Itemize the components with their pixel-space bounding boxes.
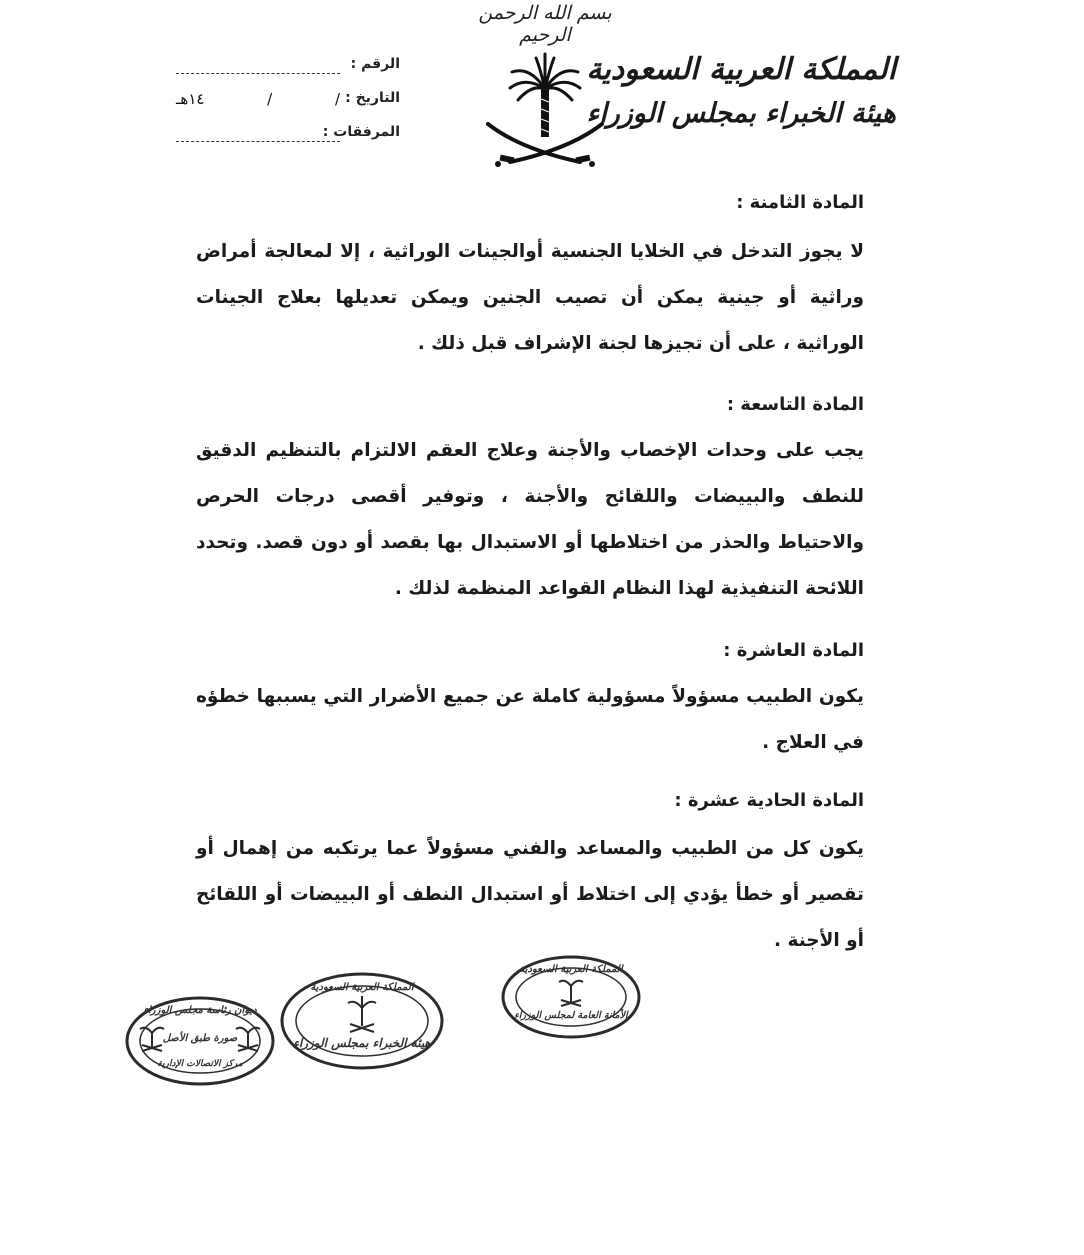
stamp-council-secretariat	[500, 954, 642, 1040]
reference-field	[176, 56, 400, 82]
article-11-body: يكون كل من الطبيب والمساعد والفني مسؤولاً عما يرتكبه من إهمال أو تقصير أو خطأ يؤدي إلى اختلاط أو استبدال النطف أو البييضات أو اللقائح أو الأجنة .	[196, 838, 864, 951]
article-9-heading: المادة التاسعة :	[726, 394, 864, 415]
stamp-experts-authority	[278, 970, 446, 1072]
stamp-right-outer: المملكة العربية السعودية	[519, 964, 623, 975]
reference-label: الرقم :	[350, 56, 400, 72]
date-label: التاريخ :	[345, 90, 400, 106]
date-field	[176, 90, 400, 116]
reference-line	[176, 73, 340, 74]
stamp-left-inner: صورة طبق الأصل	[162, 1033, 238, 1044]
attachments-field	[176, 124, 400, 150]
attachments-label: المرفقات :	[322, 124, 400, 140]
date-value: / / ١٤هـ	[176, 90, 340, 108]
stamp-right-bottom: الأمانة العامة لمجلس الوزراء	[514, 1010, 628, 1021]
article-10-body: يكون الطبيب مسؤولاً مسؤولية كاملة عن جميع الأضرار التي يسببها خطؤه في العلاج .	[196, 686, 864, 753]
stamp-middle-bottom: هيئة الخبراء بمجلس الوزراء	[293, 1036, 431, 1050]
article-11-heading: المادة الحادية عشرة :	[674, 790, 864, 811]
stamp-left-bottom: مركز الاتصالات الإدارية	[157, 1059, 243, 1069]
basmala: بسم الله الرحمن الرحيم	[478, 2, 612, 46]
stamp-council-presidency	[124, 995, 276, 1087]
attachments-line	[176, 141, 340, 142]
stamp-middle-outer: المملكة العربية السعودية	[310, 982, 414, 993]
date-suffix: ١٤هـ	[176, 90, 205, 108]
authority-name: هيئة الخبراء بمجلس الوزراء	[586, 98, 896, 129]
kingdom-name: المملكة العربية السعودية	[586, 52, 896, 87]
article-10-heading: المادة العاشرة :	[723, 640, 864, 661]
article-8-body: لا يجوز التدخل في الخلايا الجنسية أوالجينات الوراثية ، إلا لمعالجة أمراض وراثية أو جينية يمكن أن تصيب الجنين ويمكن تعديلها بعلاج الجينات الوراثية ، على أن تجيزها لجنة الإشراف قبل ذلك .	[196, 241, 864, 354]
article-9-body: يجب على وحدات الإخصاب والأجنة وعلاج العقم الالتزام بالتنظيم الدقيق للنطف والبييضات واللقائح والأجنة ، وتوفير أقصى درجات الحرص والاحتياط والحذر من اختلاطها أو الاستبدال بها بقصد أو دون قصد. وتحدد اللائحة التنفيذية لهذا النظام القواعد المنظمة لذلك .	[196, 440, 864, 599]
stamp-left-outer: ديوان رئاسة مجلس الوزراء	[143, 1005, 257, 1016]
article-8-heading: المادة الثامنة :	[736, 192, 864, 213]
